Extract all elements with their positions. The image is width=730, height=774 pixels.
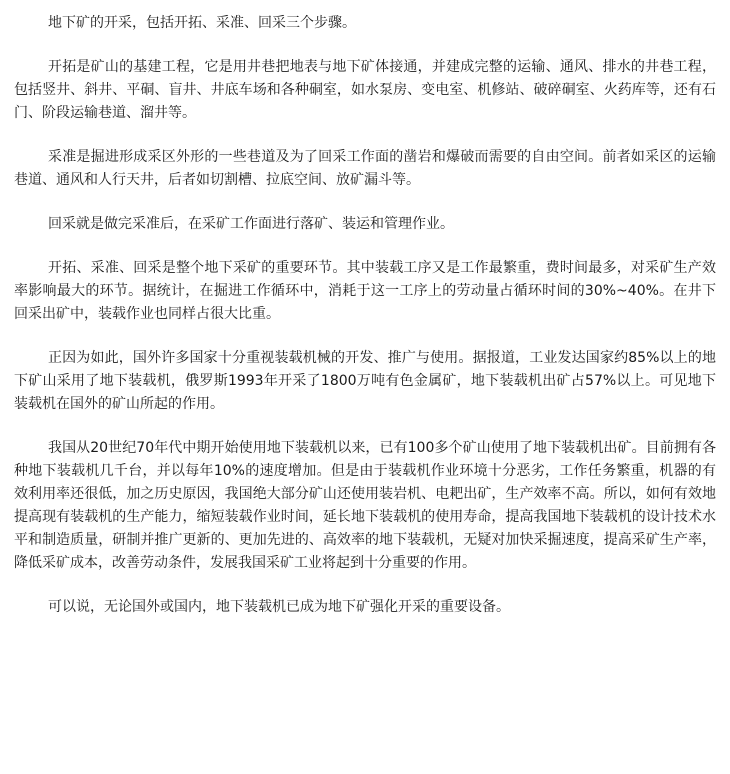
paragraph-intro: 地下矿的开采，包括开拓、采准、回采三个步骤。 [48,15,356,31]
paragraph-foreign-usage: 正因为如此，国外许多国家十分重视装载机械的开发、推广与使用。据报道，工业发达国家约85%以上的地下矿山采用了地下装载机，俄罗斯1993年开采了1800万吨有色金属矿，地下装载机出矿占57%以上。可见地下装载机在国外的矿山所起的作用。 [14,350,716,412]
paragraph-development: 开拓是矿山的基建工程，它是用井巷把地表与地下矿体接通，并建成完整的运输、通风、排水的井巷工程，包括竖井、斜井、平硐、盲井、井底车场和各种硐室，如水泵房、变电室、机修站、破碎硐室、火药库等，还有石门、阶段运输巷道、溜井等。 [14,59,716,121]
paragraph-stoping: 回采就是做完采准后，在采矿工作面进行落矿、装运和管理作业。 [48,216,454,232]
paragraph-conclusion: 可以说，无论国外或国内，地下装载机已成为地下矿强化开采的重要设备。 [48,599,510,615]
paragraph-preparation: 采准是掘进形成采区外形的一些巷道及为了回采工作面的凿岩和爆破而需要的自由空间。前者如采区的运输巷道、通风和人行天井，后者如切割槽、拉底空间、放矿漏斗等。 [14,149,716,188]
paragraph-domestic-usage: 我国从20世纪70年代中期开始使用地下装载机以来，已有100多个矿山使用了地下装载机出矿。目前拥有各种地下装载机几千台，并以每年10%的速度增加。但是由于装载机作业环境十分恶劣，工作任务繁重，机器的有效利用率还很低，加之历史原因，我国绝大部分矿山还使用装岩机、电耙出矿，生产效率不高。所以，如何有效地提高现有装载机的生产能力，缩短装载作业时间，延长地下装载机的使用寿命，提高我国地下装载机的设计技术水平和制造质量，研制并推广更新的、更加先进的、高效率的地下装载机，无疑对加快采掘速度，提高采矿生产率，降低采矿成本，改善劳动条件，发展我国采矿工业将起到十分重要的作用。 [14,440,716,571]
paragraph-loading-importance: 开拓、采准、回采是整个地下采矿的重要环节。其中装载工序又是工作最繁重，费时间最多，对采矿生产效率影响最大的环节。据统计，在掘进工作循环中，消耗于这一工序上的劳动量占循环时间的30%~40%。在井下回采出矿中，装载作业也同样占很大比重。 [14,260,716,322]
